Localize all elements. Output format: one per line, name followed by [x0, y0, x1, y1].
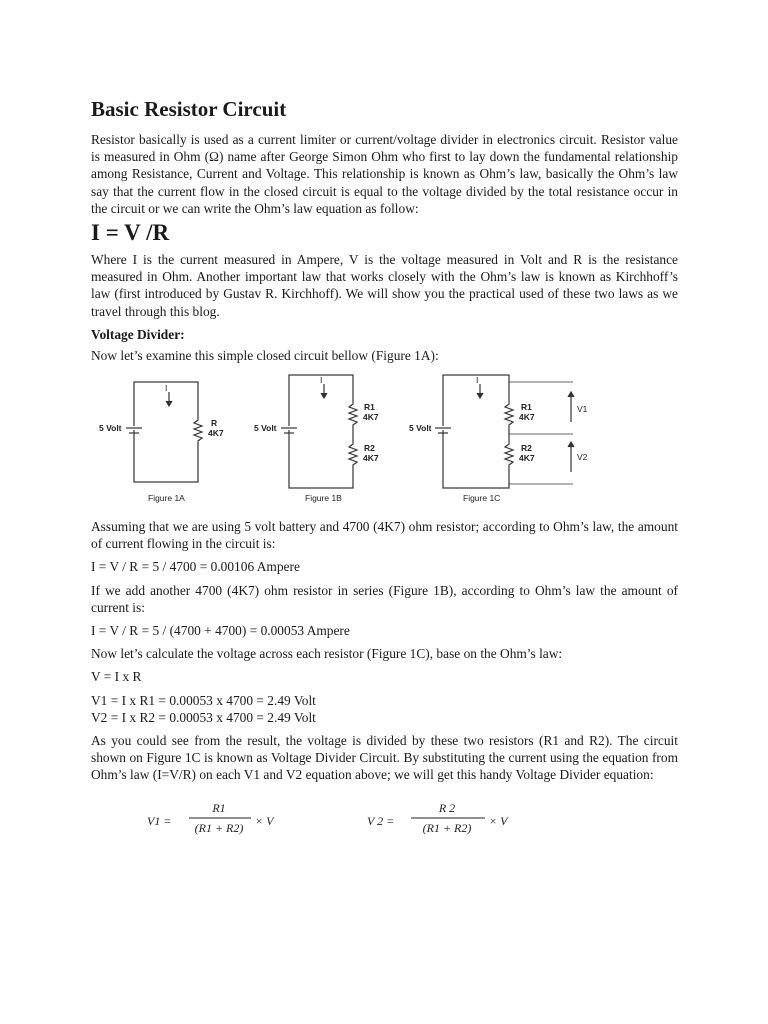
formula-svg	[91, 796, 678, 846]
document-page	[91, 96, 678, 846]
fig1b-battery-label: 5 Volt	[254, 423, 277, 434]
fig1c-r1-value: 4K7	[519, 412, 535, 423]
fig1c-r2-value: 4K7	[519, 453, 535, 464]
figure-1c	[433, 375, 574, 488]
fig1c-v2-label: V2	[577, 452, 588, 463]
fig1c-r2-name: R2	[521, 443, 532, 454]
fig1a-r-value: 4K7	[208, 428, 224, 439]
vir-equation: V = I x R	[91, 669, 142, 685]
v2-calculation: V2 = I x R2 = 0.00053 x 4700 = 2.49 Volt	[91, 709, 316, 725]
fig1c-v1-label: V1	[577, 404, 588, 415]
fig1b-r1-value: 4K7	[363, 412, 379, 423]
ohms-law-equation: I = V /R	[91, 220, 170, 246]
voltage-divider-formulas	[91, 796, 678, 846]
formula-v1-numerator: R1	[212, 800, 226, 815]
fig1c-r1-name: R1	[521, 402, 532, 413]
formula-v2-tail: × V	[489, 813, 508, 828]
assume-paragraph: Assuming that we are using 5 volt battery and 4700 (4K7) ohm resistor; according to Ohm’s law, the amount of current flowing in the circuit is:	[91, 519, 678, 552]
examine-text: Now let’s examine this simple closed circuit bellow (Figure 1A):	[91, 347, 439, 363]
fig1a-r-name: R	[211, 418, 218, 429]
fig1c-caption: Figure 1C	[463, 493, 501, 504]
circuit-diagrams	[91, 372, 681, 512]
fig1b-r2-name: R2	[364, 443, 375, 454]
fig1a-current-label: I	[165, 383, 168, 394]
intro-paragraph: Resistor basically is used as a current limiter or current/voltage divider in electronics circuit. Resistor value is measured in Ohm (Ω) name after George Simon Ohm who first to lay down the fundamental relationship among Resistance, Current and Voltage. This relationship is known as Ohm’s law, basically the Ohm’s law say that the current flow in the closed circuit is equal to the voltage divided by the total resistance occur in the circuit or we can write the Ohm’s law equation as follow:	[91, 132, 678, 216]
v1-calculation: V1 = I x R1 = 0.00053 x 4700 = 2.49 Volt	[91, 692, 316, 708]
formula-v1-lhs: V1 =	[147, 813, 172, 828]
formula-v2-numerator: R 2	[438, 800, 456, 815]
voltage-paragraph: Now let’s calculate the voltage across each resistor (Figure 1C), base on the Ohm’s law:	[91, 646, 563, 662]
fig1c-battery-label: 5 Volt	[409, 423, 432, 434]
fig1b-current-label: I	[320, 375, 323, 386]
page-title: Basic Resistor Circuit	[91, 97, 287, 121]
formula-v2-denominator: (R1 + R2)	[422, 820, 472, 835]
formula-v1-denominator: (R1 + R2)	[194, 820, 244, 835]
fig1c-current-label: I	[476, 375, 479, 386]
figure-1a	[124, 382, 202, 482]
formula-v1	[147, 801, 275, 835]
figure-1b	[279, 375, 357, 488]
fig1a-battery-label: 5 Volt	[99, 423, 122, 434]
formula-v2-lhs: V 2 =	[367, 813, 395, 828]
fig1b-r2-value: 4K7	[363, 453, 379, 464]
formula-v1-tail: × V	[255, 813, 274, 828]
result-paragraph: As you could see from the result, the voltage is divided by these two resistors (R1 and R2). The circuit shown on Figure 1C is known as Voltage Divider Circuit. By substituting the current using the equation from Ohm’s law (I=V/R) on each V1 and V2 equation above; we will get this handy Voltage Divider equation:	[91, 733, 678, 783]
section-heading: Voltage Divider:	[91, 326, 185, 342]
explanation-paragraph: Where I is the current measured in Ampere, V is the voltage measured in Volt and R is the resistance measured in Ohm. Another important law that works closely with the Ohm’s law is known as Kirchhoff’s law (first introduced by Gustav R. Kirchhoff). We will show you the practical used of these two laws as we travel through this blog.	[91, 252, 678, 319]
series-paragraph: If we add another 4700 (4K7) ohm resistor in series (Figure 1B), according to Ohm’s law the amount of current is:	[91, 582, 678, 615]
fig1b-caption: Figure 1B	[305, 493, 342, 504]
formula-v2	[367, 801, 509, 835]
circuit-figures	[91, 372, 678, 512]
fig1b-r1-name: R1	[364, 402, 375, 413]
calc-current-1: I = V / R = 5 / 4700 = 0.00106 Ampere	[91, 559, 300, 575]
calc-current-2: I = V / R = 5 / (4700 + 4700) = 0.00053 Ampere	[91, 623, 350, 639]
fig1a-caption: Figure 1A	[148, 493, 185, 504]
